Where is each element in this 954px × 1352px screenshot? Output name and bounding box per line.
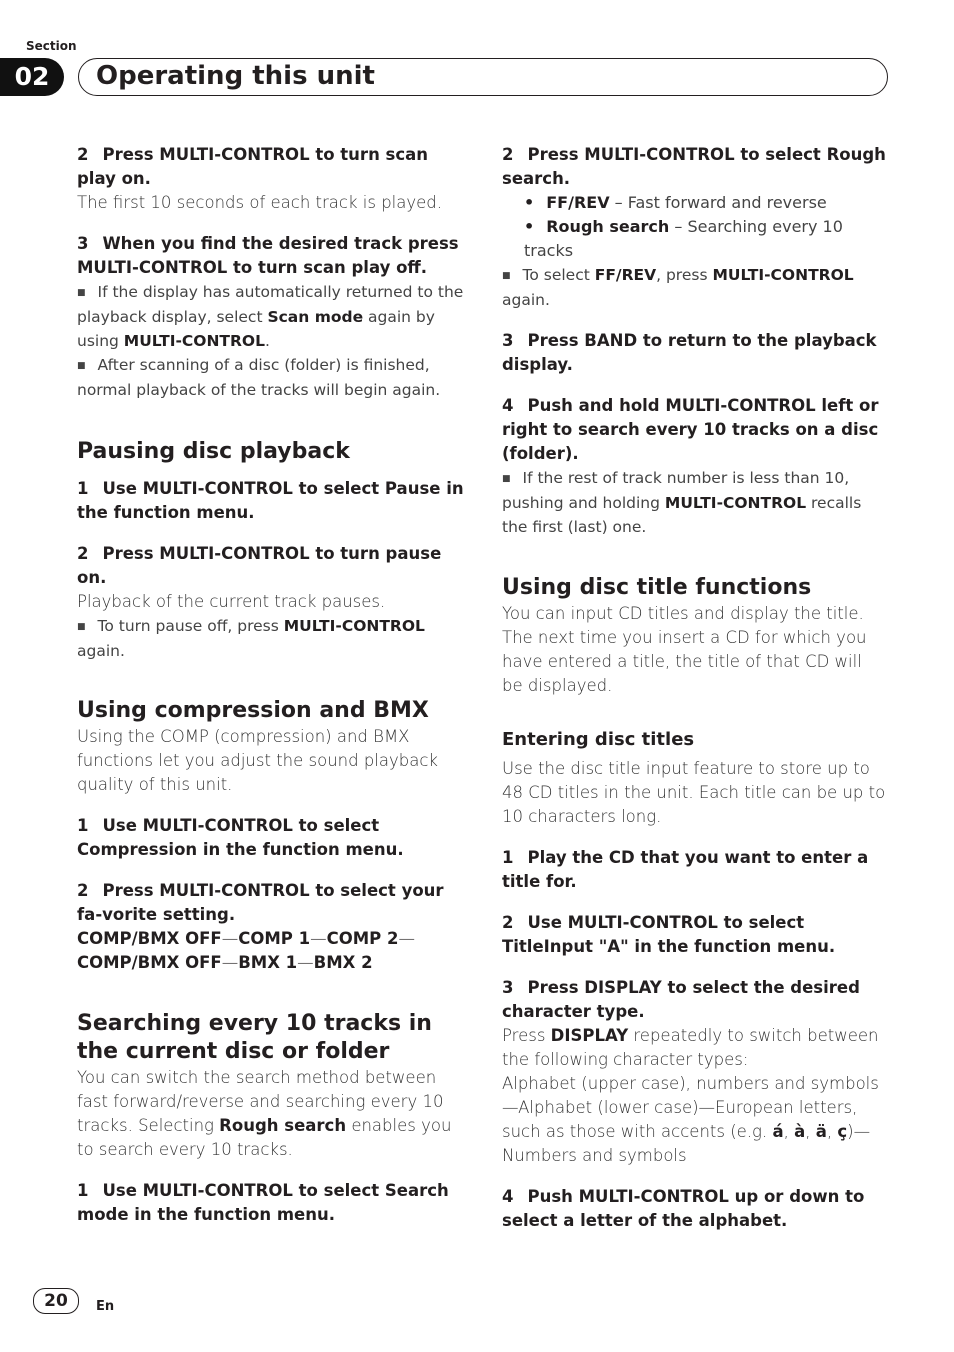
- section-heading: Using compression and BMX: [77, 698, 429, 723]
- step: 4 Push and hold MULTI-CONTROL left or right to search every 10 tracks on a disc (folder).: [502, 396, 879, 463]
- setting-sequence: COMP/BMX OFF—COMP 1—COMP 2— COMP/BMX OFF—BMX 1—BMX 2: [77, 929, 415, 972]
- paragraph: Press DISPLAY repeatedly to switch between the following character types:: [502, 1026, 879, 1069]
- step: 2 Press MULTI-CONTROL to turn pause on.: [77, 544, 442, 587]
- section-number-badge: 02: [0, 58, 64, 96]
- paragraph: Use the disc title input feature to store up to 48 CD titles in the unit. Each title can be up to 10 characters long.: [502, 759, 886, 826]
- paragraph: Using the COMP (compression) and BMX functions let you adjust the sound playback quality of this unit.: [77, 727, 438, 794]
- step: 2 Press MULTI-CONTROL to turn scan play on.: [77, 145, 429, 188]
- section-heading: Using disc title functions: [502, 575, 812, 600]
- list-item: • FF/REV – Fast forward and reverse: [524, 193, 827, 212]
- language-label: En: [96, 1299, 115, 1314]
- step: 1 Use MULTI-CONTROL to select Compression in the function menu.: [77, 816, 404, 859]
- bullet-icon: •: [524, 217, 535, 236]
- step: 2 Use MULTI-CONTROL to select TitleInput "A" in the function menu.: [502, 913, 836, 956]
- note: ■ If the display has automatically returned to the playback display, select Scan mode again by using MULTI-CONTROL.: [77, 283, 464, 350]
- square-bullet-icon: ■: [77, 288, 86, 298]
- step: 3 Press DISPLAY to select the desired character type.: [502, 978, 860, 1021]
- square-bullet-icon: ■: [502, 271, 511, 281]
- paragraph: You can switch the search method between fast forward/reverse and searching every 10 tracks. Selecting Rough search enables you to search every 10 tracks.: [77, 1068, 452, 1159]
- subsection-heading: Entering disc titles: [502, 729, 695, 750]
- note: ■ After scanning of a disc (folder) is finished, normal playback of the tracks will begin again.: [77, 356, 441, 399]
- note: ■ To select FF/REV, press MULTI-CONTROL again.: [502, 266, 854, 309]
- section-heading: Pausing disc playback: [77, 439, 350, 464]
- square-bullet-icon: ■: [77, 361, 86, 371]
- step: 4 Push MULTI-CONTROL up or down to select a letter of the alphabet.: [502, 1187, 865, 1230]
- note: ■ To turn pause off, press MULTI-CONTROL again.: [77, 617, 425, 660]
- section-label: Section: [26, 39, 77, 53]
- page-number: 20: [33, 1288, 79, 1314]
- step: 1 Use MULTI-CONTROL to select Pause in the function menu.: [77, 479, 464, 522]
- bullet-icon: •: [524, 193, 535, 212]
- note: ■ If the rest of track number is less than 10, pushing and holding MULTI-CONTROL recalls the first (last) one.: [502, 469, 862, 536]
- square-bullet-icon: ■: [77, 622, 86, 632]
- page-title: Operating this unit: [96, 61, 375, 91]
- step: 1 Use MULTI-CONTROL to select Search mode in the function menu.: [77, 1181, 449, 1224]
- left-column: [77, 143, 465, 1227]
- right-column: [502, 143, 887, 1233]
- step: 2 Press MULTI-CONTROL to select Rough search.: [502, 145, 886, 188]
- step: 3 Press BAND to return to the playback display.: [502, 331, 877, 374]
- paragraph: Playback of the current track pauses.: [77, 592, 386, 611]
- list-item: • Rough search – Searching every 10 tracks: [524, 217, 843, 260]
- square-bullet-icon: ■: [502, 474, 511, 484]
- paragraph: You can input CD titles and display the title. The next time you insert a CD for which you have entered a title, the title of that CD will be displayed.: [502, 604, 867, 695]
- paragraph: Alphabet (upper case), numbers and symbols —Alphabet (lower case)—European letters, such as those with accents (e.g. á, à, ä, ç)—Numbers and symbols: [502, 1074, 879, 1165]
- step: 3 When you find the desired track press MULTI-CONTROL to turn scan play off.: [77, 234, 459, 277]
- section-heading: Searching every 10 tracks in the current disc or folder: [77, 1011, 432, 1064]
- step: 1 Play the CD that you want to enter a title for.: [502, 848, 869, 891]
- paragraph: The first 10 seconds of each track is played.: [77, 193, 442, 212]
- step: 2 Press MULTI-CONTROL to select your fa-vorite setting.: [77, 881, 444, 924]
